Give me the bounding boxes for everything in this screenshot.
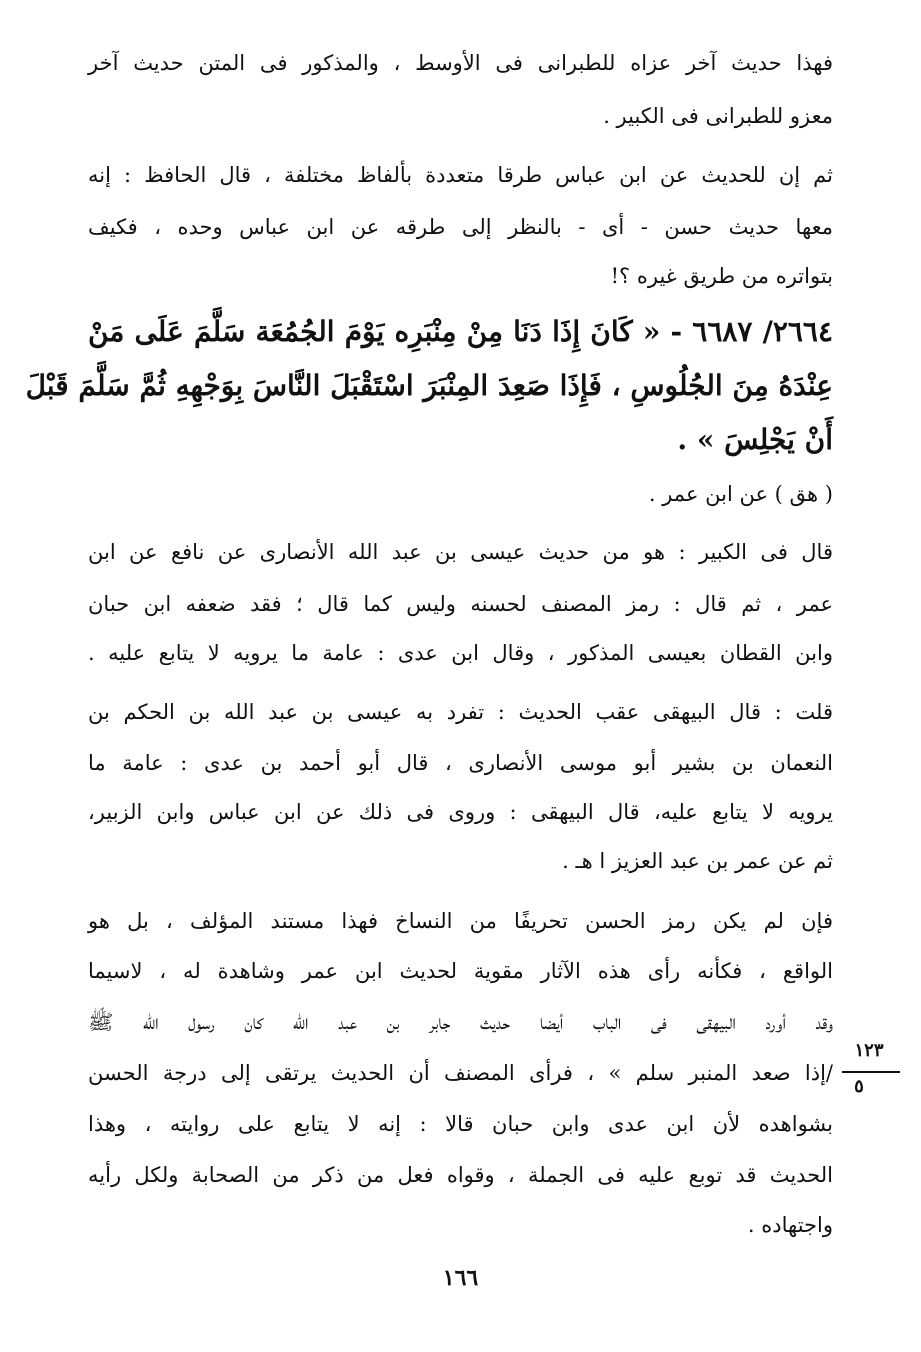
margin-page-ref-top: ١٢٣ [854,1040,884,1061]
text-line: الواقع ، فكأنه رأى هذه الآثار مقوية لحديث ابن عمر وشاهدة له ، لاسيما [88,959,833,983]
text-line: قلت : قال البيهقى عقب الحديث : تفرد به عيسى بن عبد الله بن الحكم بن [88,700,833,724]
text-line: قال فى الكبير : هو من حديث عيسى بن عبد الله الأنصارى عن نافع عن ابن [88,540,833,564]
page-number: ١٦٦ [442,1265,479,1291]
text-line: واجتهاده . [747,1213,833,1237]
text-line: /إذا صعد المنبر سلم » ، فرأى المصنف أن الحديث يرتقى إلى درجة الحسن [88,1061,833,1085]
text-line: بتواتره من طريق غيره ؟! [610,264,833,288]
text-line: يرويه لا يتابع عليه، قال البيهقى : وروى فى ذلك عن ابن عباس وابن الزبير، [88,800,833,824]
text-line: بشواهده لأن ابن عدى وابن حبان قالا : إنه لا يتابع على روايته ، وهذا [88,1112,833,1136]
margin-page-ref-bottom: ٥ [854,1076,864,1097]
text-line: وقد أورد البيهقى فى الباب أيضا حديث جابر بن عبد الله كان رسول الله ﷺ [88,1010,833,1034]
text-line: معها حديث حسن - أى - بالنظر إلى طرقه عن ابن عباس وحده ، فكيف [88,215,833,239]
text-line: الحديث قد توبع عليه فى الجملة ، وقواه فعل من ذكر من الصحابة ولكل رأيه [88,1163,833,1187]
text-line: فهذا حديث آخر عزاه للطبرانى فى الأوسط ، والمذكور فى المتن حديث آخر [88,51,833,75]
source-line: ( هق ) عن ابن عمر . [648,482,833,506]
text-line: ثم إن للحديث عن ابن عباس طرقا متعددة بألفاظ مختلفة ، قال الحافظ : إنه [88,163,833,187]
hadith-line: أَنْ يَجْلِسَ » . [677,423,833,456]
text-line: وابن القطان بعيسى المذكور ، وقال ابن عدى : عامة ما يرويه لا يتابع عليه . [88,641,833,665]
hadith-line: ٢٦٦٤/ ٦٦٨٧ - « كَانَ إِذَا دَنَا مِنْ مِنْبَرِه يَوْمَ الجُمُعَة سَلَّمَ عَلَى مَنْ [88,315,833,348]
margin-divider [842,1071,900,1073]
text-line: فإن لم يكن رمز الحسن تحريفًا من النساخ فهذا مستند المؤلف ، بل هو [88,909,833,933]
text-line: ثم عن عمر بن عبد العزيز ا هـ . [562,849,833,873]
text-line: عمر ، ثم قال : رمز المصنف لحسنه وليس كما قال ؛ فقد ضعفه ابن حبان [88,592,833,616]
text-line: معزو للطبرانى فى الكبير . [603,104,833,128]
hadith-line: عِنْدَهُ مِنَ الجُلُوسِ ، فَإِذَا صَعِدَ المِنْبَرَ اسْتَقْبَلَ النَّاسَ بِوَجْهِهِ ثُمَّ سَلَّمَ قَبْلَ [25,369,833,402]
text-line: النعمان بن بشير أبو موسى الأنصارى ، قال أبو أحمد بن عدى : عامة ما [88,751,833,775]
